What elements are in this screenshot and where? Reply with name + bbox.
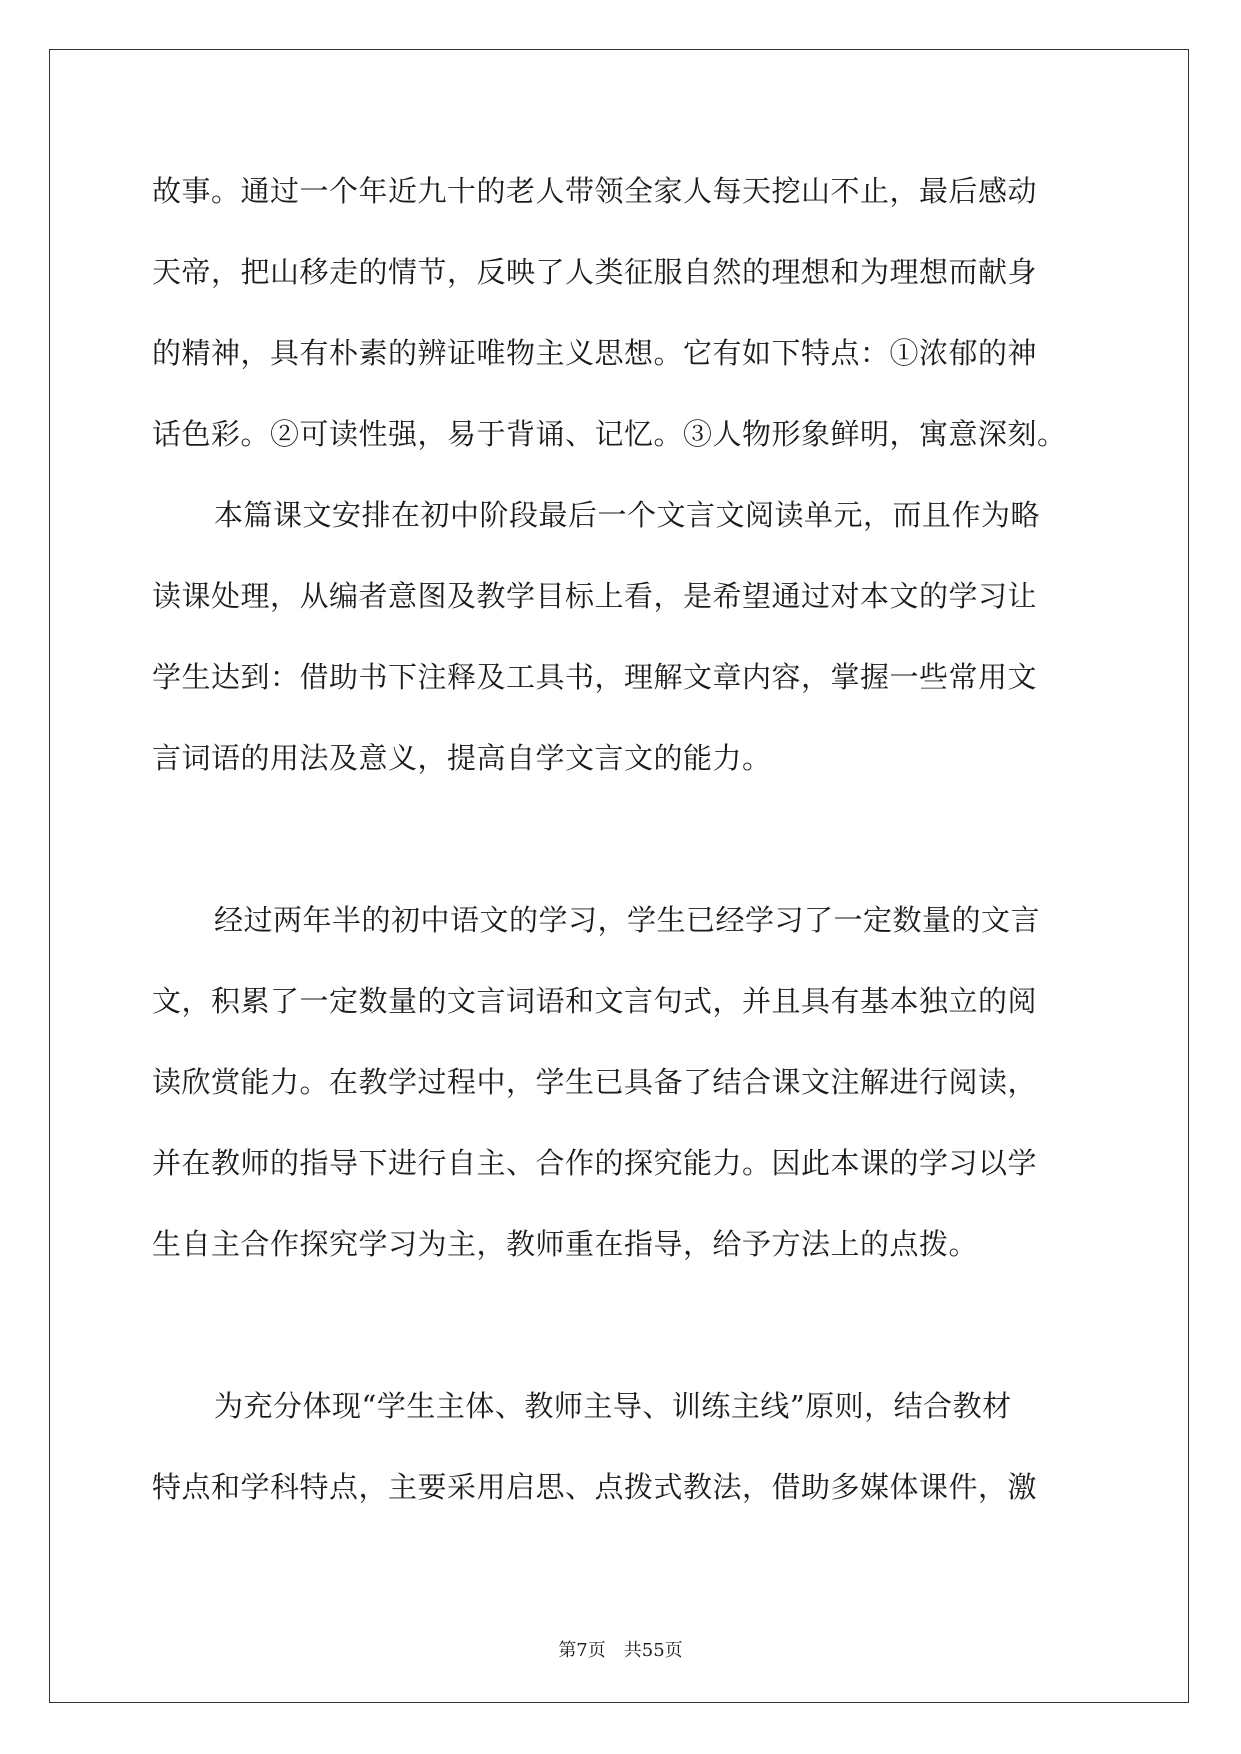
total-pages: 共55页 [623, 1640, 683, 1661]
page-border [49, 49, 1189, 1703]
text-line: 的精神，具有朴素的辨证唯物主义思想。它有如下特点：①浓郁的神 [152, 336, 1038, 370]
text-line: 生自主合作探究学习为主，教师重在指导，给予方法上的点拨。 [152, 1227, 979, 1261]
text-line: 本篇课文安排在初中阶段最后一个文言文阅读单元，而且作为略 [214, 498, 1041, 532]
text-line: 话色彩。②可读性强，易于背诵、记忆。③人物形象鲜明，寓意深刻。 [152, 417, 1067, 451]
text-line: 文，积累了一定数量的文言词语和文言句式，并且具有基本独立的阅 [152, 984, 1038, 1018]
text-line: 特点和学科特点，主要采用启思、点拨式教法，借助多媒体课件，激 [152, 1470, 1038, 1504]
text-line: 故事。通过一个年近九十的老人带领全家人每天挖山不止，最后感动 [152, 174, 1038, 208]
text-line: 为充分体现“学生主体、教师主导、训练主线”原则，结合教材 [214, 1389, 1012, 1423]
text-line: 并在教师的指导下进行自主、合作的探究能力。因此本课的学习以学 [152, 1146, 1038, 1180]
text-line: 经过两年半的初中语文的学习，学生已经学习了一定数量的文言 [214, 903, 1041, 937]
text-line: 言词语的用法及意义，提高自学文言文的能力。 [152, 741, 772, 775]
text-line: 读课处理，从编者意图及教学目标上看，是希望通过对本文的学习让 [152, 579, 1038, 613]
page-number: 第7页 [558, 1640, 606, 1661]
text-line: 学生达到：借助书下注释及工具书，理解文章内容，掌握一些常用文 [152, 660, 1038, 694]
text-line: 读欣赏能力。在教学过程中，学生已具备了结合课文注解进行阅读， [152, 1065, 1038, 1099]
text-line: 天帝，把山移走的情节，反映了人类征服自然的理想和为理想而献身 [152, 255, 1038, 289]
page-footer [0, 1639, 1241, 1663]
